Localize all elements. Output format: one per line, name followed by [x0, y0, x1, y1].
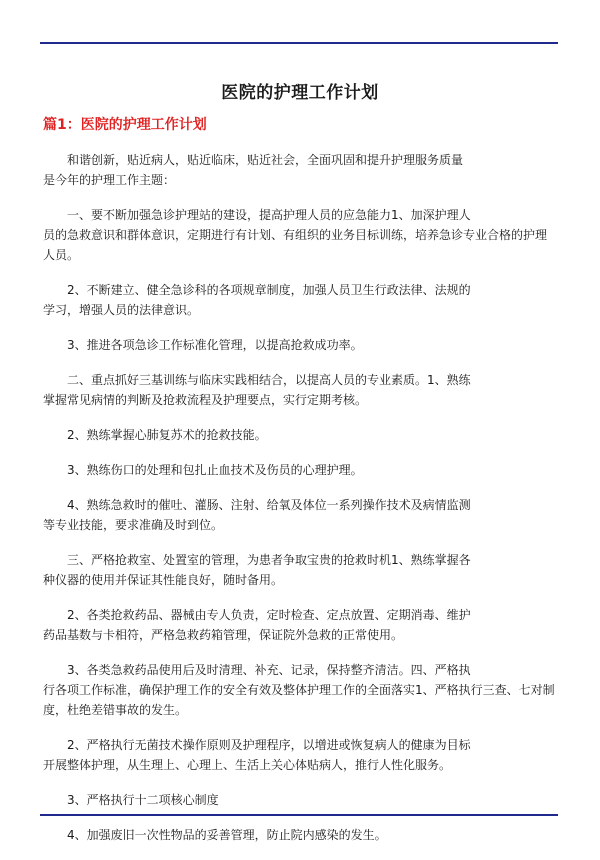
paragraph-line: 3、推进各项急诊工作标准化管理，以提高抢救成功率。	[67, 338, 363, 352]
paragraph-line: 2、不断建立、健全急诊科的各项规章制度，加强人员卫生行政法律、法规的	[67, 283, 471, 297]
paragraph	[43, 460, 556, 480]
bottom-divider	[40, 814, 558, 816]
paragraph-line: 度，杜绝差错事故的发生。	[43, 703, 188, 717]
paragraph-line: 3、各类急救药品使用后及时清理、补充、记录，保持整齐清洁。四、严格执	[67, 663, 471, 677]
paragraph	[43, 735, 556, 775]
paragraph	[43, 150, 556, 190]
section-heading: 篇1：医院的护理工作计划	[43, 117, 207, 133]
paragraph	[43, 825, 556, 845]
paragraph-line: 行各项工作标准，确保护理工作的安全有效及整体护理工作的全面落实1、严格执行三查、七对制	[43, 683, 555, 697]
paragraph-line: 人员。	[43, 248, 80, 262]
paragraph	[43, 370, 556, 410]
paragraph	[43, 495, 556, 535]
paragraph-line: 掌握常见病情的判断及抢救流程及护理要点，实行定期考核。	[43, 393, 368, 407]
paragraph	[43, 790, 556, 810]
paragraph-line: 2、严格执行无菌技术操作原则及护理程序，以增进或恢复病人的健康为目标	[67, 738, 471, 752]
paragraph-line: 4、熟练急救时的催吐、灌肠、注射、给氧及体位一系列操作技术及病情监测	[67, 498, 471, 512]
paragraph-line: 是今年的护理工作主题：	[43, 173, 176, 187]
paragraph	[43, 205, 556, 265]
paragraph	[43, 605, 556, 645]
paragraph-line: 药品基数与卡相符，严格急救药箱管理，保证院外急救的正常使用。	[43, 628, 404, 642]
paragraph-line: 一、要不断加强急诊护理站的建设，提高护理人员的应急能力1、加深护理人	[67, 208, 471, 222]
paragraph-line: 3、严格执行十二项核心制度	[67, 793, 219, 807]
paragraph-line: 学习，增强人员的法律意识。	[43, 303, 200, 317]
paragraph-line: 开展整体护理，从生理上、心理上、生活上关心体贴病人，推行人性化服务。	[43, 758, 452, 772]
paragraph	[43, 280, 556, 320]
paragraph	[43, 660, 556, 720]
paragraph-line: 二、重点抓好三基训练与临床实践相结合，以提高人员的专业素质。1、熟练	[67, 373, 471, 387]
paragraph-line: 等专业技能，要求准确及时到位。	[43, 518, 224, 532]
paragraph-line: 2、各类抢救药品、器械由专人负责，定时检查、定点放置、定期消毒、维护	[67, 608, 471, 622]
paragraph-line: 和谐创新，贴近病人，贴近临床，贴近社会，全面巩固和提升护理服务质量	[67, 153, 464, 167]
paragraph-line: 三、严格抢救室、处置室的管理，为患者争取宝贵的抢救时机1、熟练掌握各	[67, 553, 471, 567]
paragraph-line: 4、加强废旧一次性物品的妥善管理，防止院内感染的发生。	[67, 828, 387, 842]
paragraph-line: 3、熟练伤口的处理和包扎止血技术及伤员的心理护理。	[67, 463, 363, 477]
paragraph-line: 员的急救意识和群体意识，定期进行有计划、有组织的业务目标训练，培养急诊专业合格的护理	[43, 228, 548, 242]
document-body	[43, 150, 556, 860]
paragraph-line: 2、熟练掌握心肺复苏术的抢救技能。	[67, 428, 267, 442]
paragraph	[43, 550, 556, 590]
page-title: 医院的护理工作计划	[221, 83, 379, 103]
top-divider	[40, 42, 558, 44]
paragraph	[43, 425, 556, 445]
paragraph-line: 种仪器的使用并保证其性能良好，随时备用。	[43, 573, 284, 587]
paragraph	[43, 335, 556, 355]
